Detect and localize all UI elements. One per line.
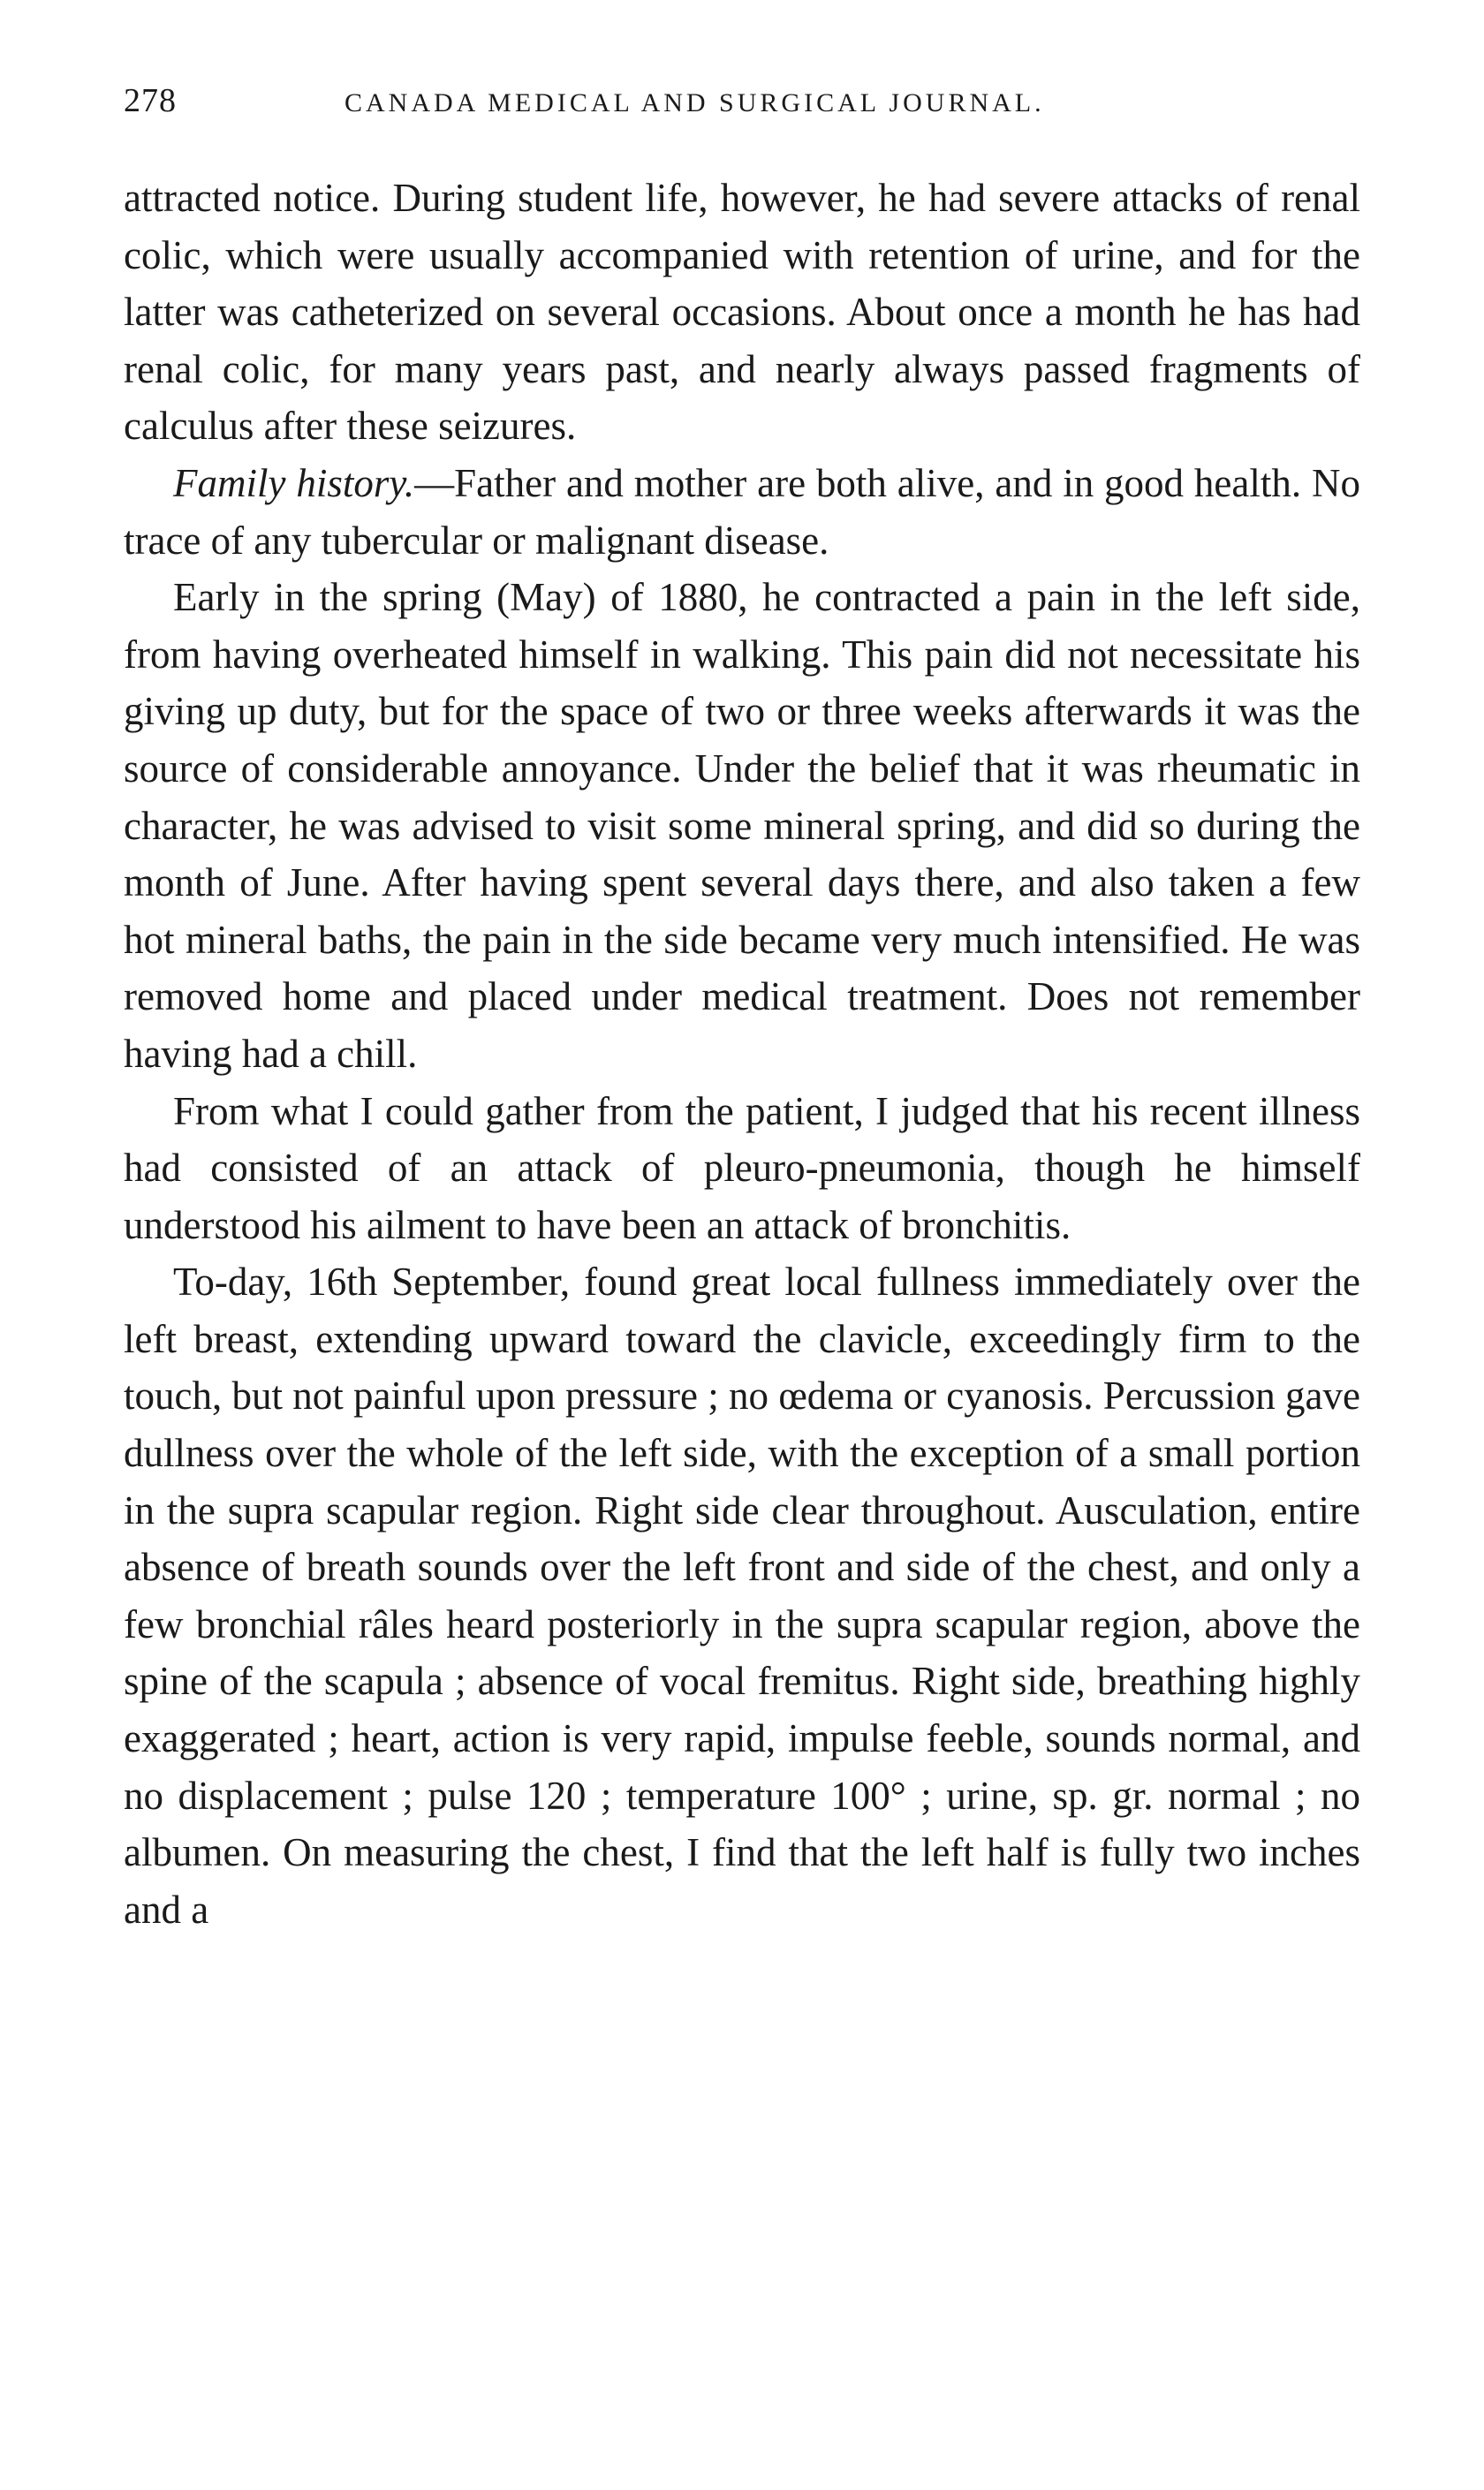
paragraph-family-history — [124, 455, 1360, 569]
paragraph-4-text: From what I could gather from the patient, I judged that his recent illness had consisted of an attack of pleuro-pneumonia, though he himself understood his ailment to have been an attack of bronchitis. — [124, 1088, 1360, 1247]
paragraph-5 — [124, 1253, 1360, 1938]
journal-title: CANADA MEDICAL AND SURGICAL JOURNAL. — [344, 88, 1045, 117]
paragraph-1 — [124, 170, 1360, 455]
page-number: 278 — [124, 82, 177, 119]
paragraph-3 — [124, 569, 1360, 1082]
family-history-heading: Family history. — [173, 460, 415, 505]
paragraph-4 — [124, 1083, 1360, 1254]
running-head — [124, 81, 1360, 134]
paragraph-2-text: —Father and mother are both alive, and in good health. No trace of any tubercular or malignant disease. — [124, 460, 1360, 563]
article-body — [124, 170, 1360, 1938]
paragraph-3-text: Early in the spring (May) of 1880, he contracted a pain in the left side, from having overheated himself in walking. This pain did not necessitate his giving up duty, but for the space of two or three weeks afterwards it was the source of considerable annoyance. Under the belief that it was rheumatic in character, he was advised to visit some mineral spring, and did so during the month of June. After having spent several days there, and also taken a few hot mineral baths, the pain in the side became very much intensified. He was removed home and placed under medical treatment. Does not remember having had a chill. — [124, 575, 1360, 1076]
paragraph-1-text: attracted notice. During student life, however, he had severe attacks of renal colic, which were usually accompanied with retention of urine, and for the latter was catheterized on several occasions. About once a month he has had renal colic, for many years past, and nearly always passed fragments of calculus after these seizures. — [124, 176, 1360, 449]
paragraph-5-text: To-day, 16th September, found great local fullness immediately over the left breast, extending upward toward the clavicle, exceedingly firm to the touch, but not painful upon pressure ; no œdema or cyanosis. Percussion gave dullness over the whole of the left side, with the exception of a small portion in the supra scapular region. Right side clear throughout. Ausculation, entire absence of breath sounds over the left front and side of the chest, and only a few bronchial râles heard posteriorly in the supra scapular region, above the spine of the scapula ; absence of vocal fremitus. Right side, breathing highly exaggerated ; heart, action is very rapid, impulse feeble, sounds normal, and no displacement ; pulse 120 ; temperature 100° ; urine, sp. gr. normal ; no albumen. On measuring the chest, I find that the left half is fully two inches and a — [124, 1260, 1360, 1932]
